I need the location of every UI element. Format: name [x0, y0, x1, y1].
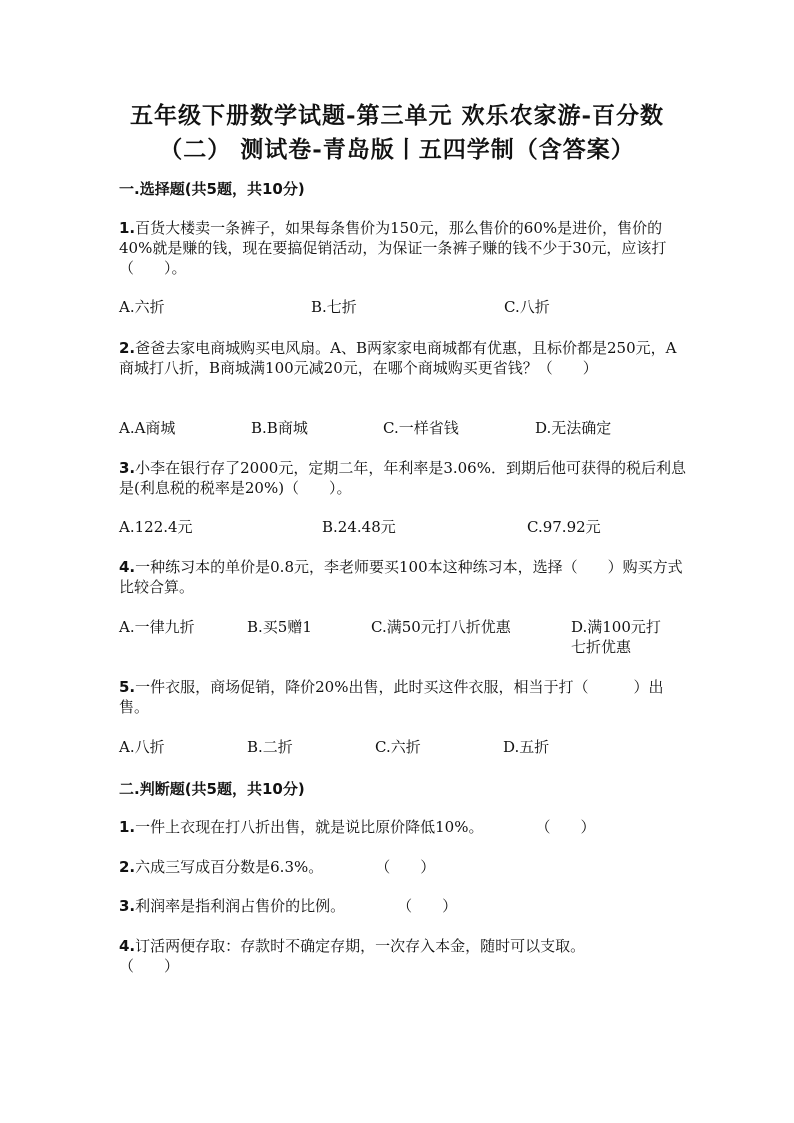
option-c[interactable]: C.八折	[504, 298, 550, 316]
option-b[interactable]: B.B商城	[251, 419, 308, 437]
option-d[interactable]: D.无法确定	[535, 419, 612, 437]
question-number: 1.	[119, 219, 136, 237]
option-c[interactable]: C.97.92元	[527, 518, 601, 536]
page-title-line-1: 五年级下册数学试题-第三单元 欢乐农家游-百分数	[129, 102, 665, 129]
option-d[interactable]: D.五折	[503, 738, 550, 756]
question-text: 百货大楼卖一条裤子，如果每条售价为150元，那么售价的60%是进价，售价的40%就是赚的钱，现在要搞促销活动，为保证一条裤子赚的钱不少于30元，应该打（ ）。	[119, 219, 667, 277]
question-text: 订活两便存取：存款时不确定存期，一次存入本金，随时可以支取。	[135, 937, 586, 955]
choice-question-2	[119, 338, 689, 378]
choice-question-4	[119, 557, 689, 597]
option-a[interactable]: A.一律九折	[119, 618, 195, 636]
question-number: 3.	[119, 897, 136, 915]
page-title-line-2: （二） 测试卷-青岛版丨五四学制（含答案）	[159, 136, 635, 163]
question-number: 2.	[119, 858, 136, 876]
section-heading-choice: 一.选择题(共5题，共10分)	[119, 180, 305, 198]
option-c[interactable]: C.满50元打八折优惠	[371, 618, 511, 636]
option-c[interactable]: C.一样省钱	[383, 419, 459, 437]
choice-options-1	[119, 297, 689, 317]
answer-blank[interactable]: （ ）	[397, 897, 458, 915]
question-text: 利润率是指利润占售价的比例。	[135, 897, 346, 915]
choice-question-1	[119, 218, 689, 278]
option-a[interactable]: A.A商城	[119, 419, 176, 437]
question-text: 爸爸去家电商城购买电风扇。A、B两家家电商城都有优惠，且标价都是250元，A商城打八折，B商城满100元减20元，在哪个商城购买更省钱？（ ）	[119, 339, 677, 377]
option-d[interactable]: D.满100元打七折优惠	[571, 618, 661, 656]
choice-options-3	[119, 517, 689, 537]
choice-options-2	[119, 418, 689, 438]
question-number: 2.	[119, 339, 136, 357]
question-number: 4.	[119, 558, 136, 576]
answer-blank[interactable]: （ ）	[535, 818, 596, 836]
judgment-question-4	[119, 936, 689, 976]
question-text: 小李在银行存了2000元，定期二年，年利率是3.06%．到期后他可获得的税后利息是(利息税的税率是20%)（ ）。	[119, 459, 686, 497]
option-c[interactable]: C.六折	[375, 738, 421, 756]
choice-question-5	[119, 677, 689, 717]
question-number: 4.	[119, 937, 136, 955]
option-a[interactable]: A.六折	[119, 298, 165, 316]
choice-options-5	[119, 737, 689, 757]
question-text: 一件上衣现在打八折出售，就是说比原价降低10%。	[135, 818, 484, 836]
question-text: 六成三写成百分数是6.3%。	[135, 858, 324, 876]
judgment-question-2	[119, 857, 689, 877]
choice-question-3	[119, 458, 689, 498]
option-b[interactable]: B.24.48元	[322, 518, 396, 536]
judgment-question-3	[119, 896, 689, 916]
option-b[interactable]: B.七折	[311, 298, 357, 316]
question-text: 一种练习本的单价是0.8元，李老师要买100本这种练习本，选择（ ）购买方式比较合算。	[119, 558, 683, 596]
section-heading-judgment: 二.判断题(共5题，共10分)	[119, 780, 305, 798]
question-number: 1.	[119, 818, 136, 836]
question-text: 一件衣服，商场促销，降价20%出售，此时买这件衣服，相当于打（ ）出售。	[119, 678, 664, 716]
option-a[interactable]: A.122.4元	[119, 518, 193, 536]
question-number: 5.	[119, 678, 136, 696]
judgment-question-1	[119, 817, 689, 837]
answer-blank[interactable]: （ ）	[375, 858, 436, 876]
option-a[interactable]: A.八折	[119, 738, 165, 756]
answer-blank[interactable]: （ ）	[119, 957, 180, 975]
option-b[interactable]: B.买5赠1	[247, 618, 312, 636]
choice-options-4	[119, 617, 689, 656]
option-b[interactable]: B.二折	[247, 738, 293, 756]
question-number: 3.	[119, 459, 136, 477]
